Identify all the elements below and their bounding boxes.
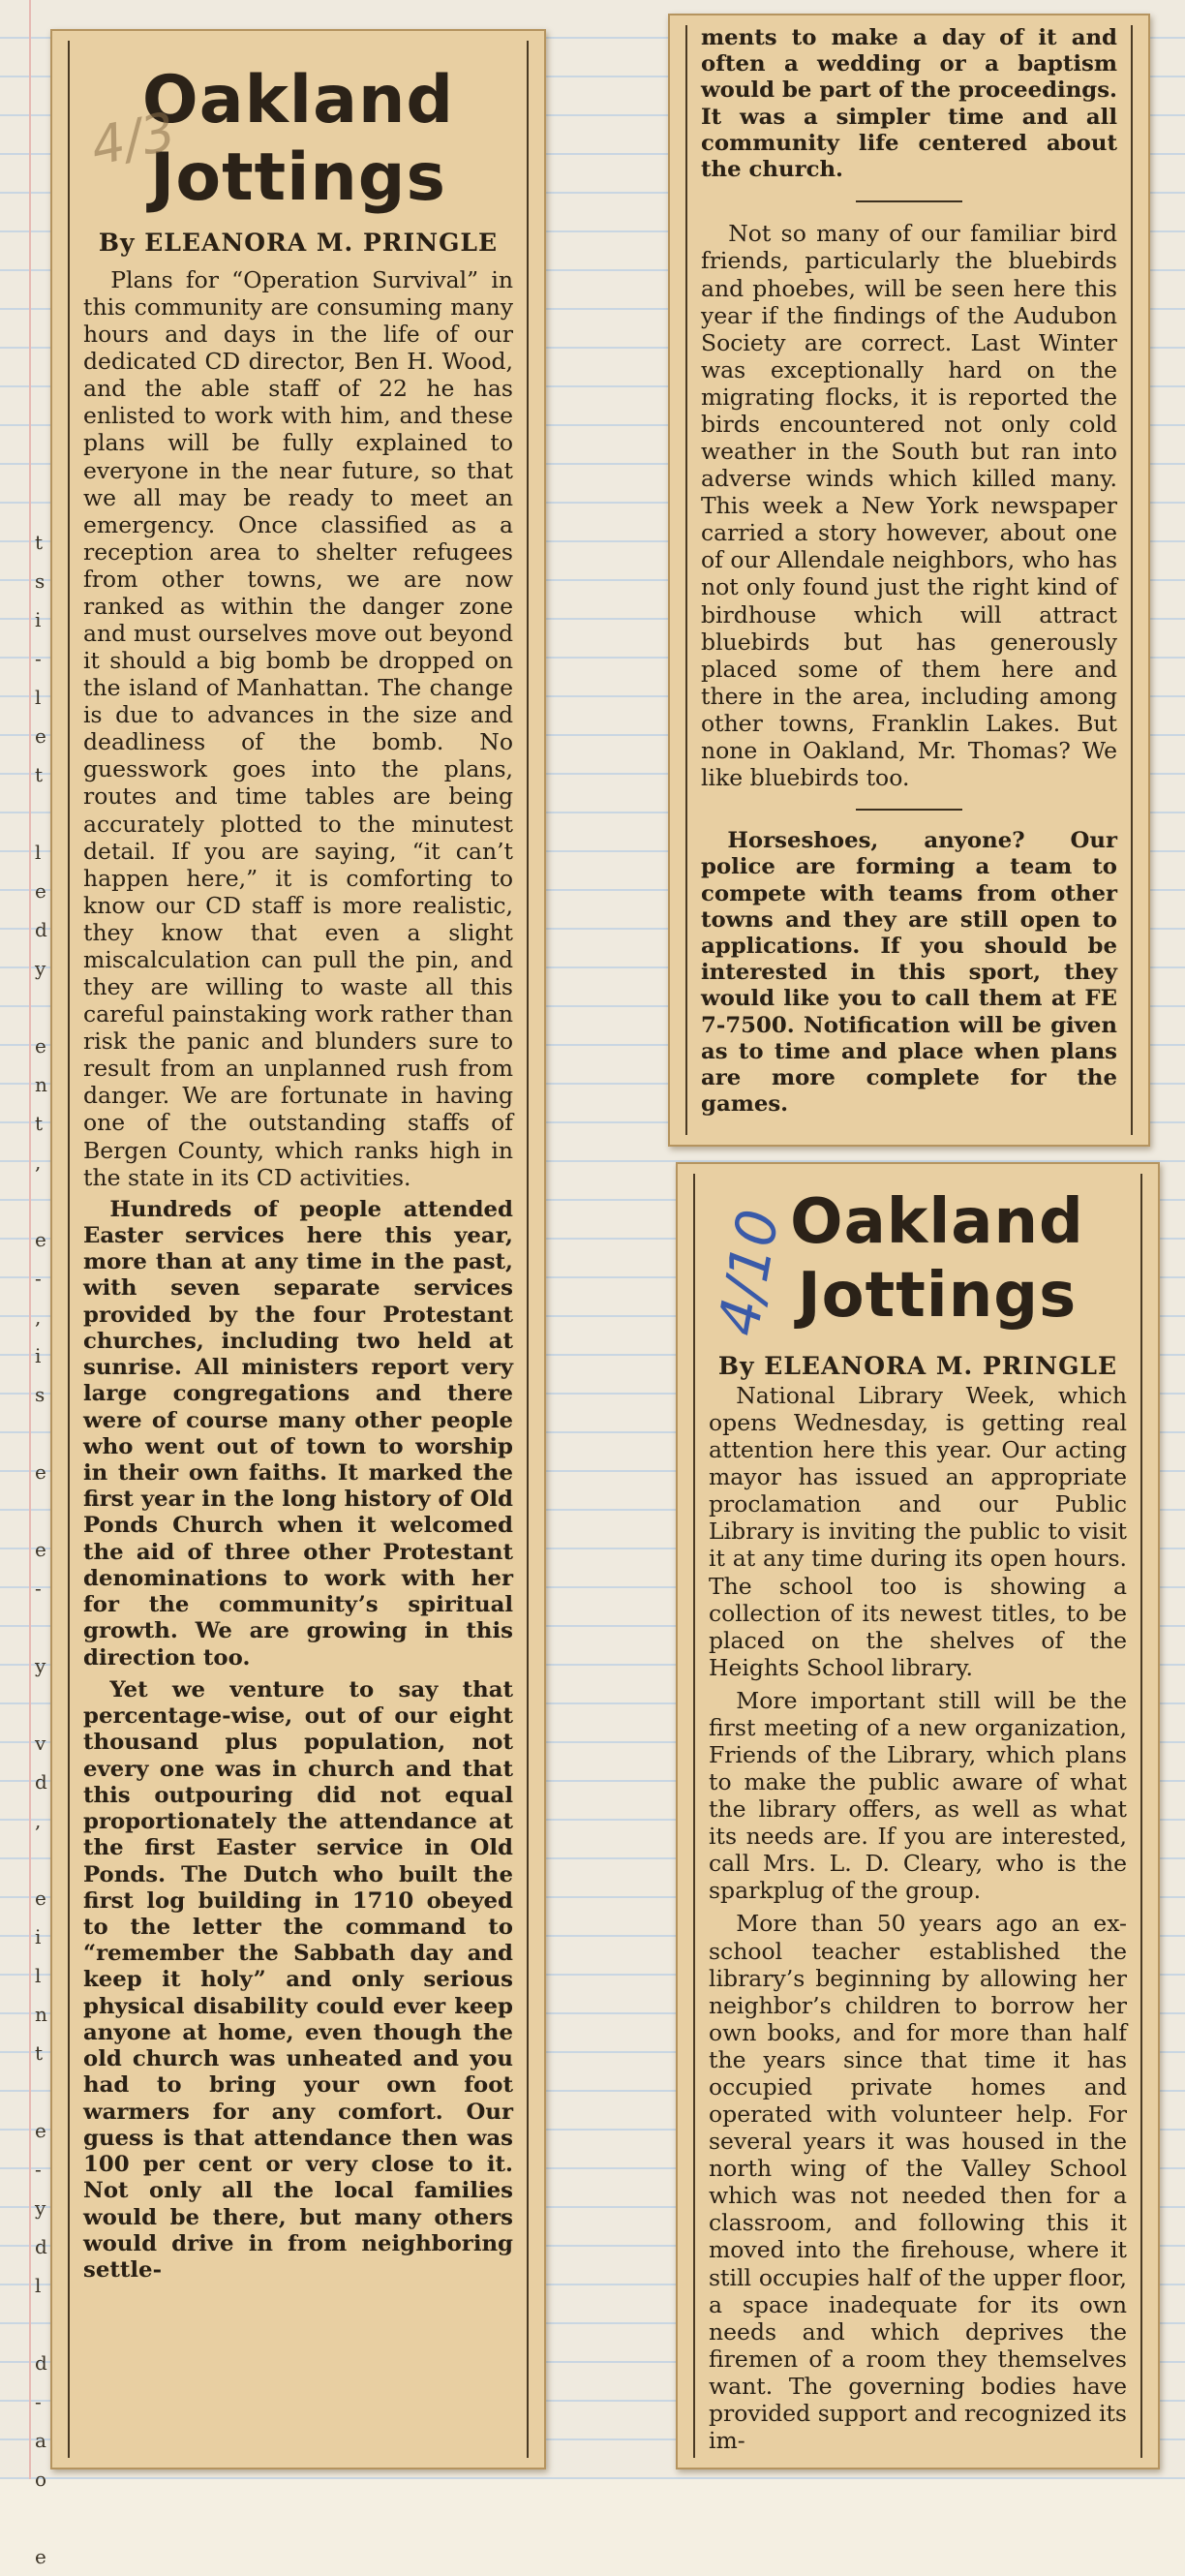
clipping-right-top-column [685, 25, 1133, 1135]
masthead-line-1: Oakland [141, 62, 455, 138]
paragraph-bluebirds: Not so many of our familiar bird friends, particularly the bluebirds and phoebes, will be seen here this year if the findings of the Audubon Society are correct. Last Winter was exceptionally hard on the migrating flocks, it is reported the birds encountered not only cold weather in the South but ran into adverse winds which killed many. This week a New York newspaper carried a story however, about one of our Allendale neighbors, who has not only found just the right kind of birdhouse which will attract bluebirds but has generously placed some of them here and there in the area, including among other towns, Franklin Lakes. But none in Oakland, Mr. Thomas? We like bluebirds too. [701, 220, 1117, 791]
paragraph-continuation: ments to make a day of it and often a wedding or a baptism would be part of the proceedings. It was a simpler time and all community life centered about the church. [701, 25, 1117, 183]
torn-edge-fragments: t s i - l e t l e d y e n t , e - , i s e e - y v d , e i l n t e - y d l d - a o e [35, 531, 47, 2568]
paragraph-library-history: More than 50 years ago an ex-school teacher established the library’s beginning by allowing her neighbor’s children to borrow her own books, and for more than half the years since that time it has occupied private homes and operated with volunteer help. For several years it was housed in the north wing of the Valley School which was not needed then for a classroom, and following this it moved into the firehouse, where it still occupies half of the upper floor, a space inadequate for its own needs and which deprives the firemen of a room they themselves want. The governing bodies have provided support and recognized its im- [709, 1910, 1127, 2454]
paragraph-friends-of-library: More important still will be the first meeting of a new organization, Friends of the Library, which plans to make the public aware of what the library offers, as well as what its needs are. If you are interested, call Mrs. L. D. Cleary, who is the sparkplug of the group. [709, 1686, 1127, 1905]
clipping-right-bottom-column [693, 1174, 1142, 2458]
paragraph-horseshoes: Horseshoes, anyone? Our police are forming a team to compete with teams from other towns and they are still open to applications. If you should be interested in this sport, they would like you to call them at FE 7-7500. Notification will be given as to time and place when plans are more complete for the games. [701, 828, 1117, 1118]
paragraph-library-week: National Library Week, which opens Wednesday, is getting real attention here this year. Our acting mayor has issued an appropriate proclamation and our Public Library is inviting the public to visit it at any time during its open hours. The school too is showing a collection of its newest titles, to be placed on the shelves of the Heights School library. [709, 1382, 1127, 1681]
byline: By ELEANORA M. PRINGLE [98, 229, 499, 257]
paragraph-easter-services: Hundreds of people attended Easter services here this year, more than at any time in the past, with seven separate services provided by the four Protestant churches, including two held at sunrise. All ministers report very large congregations and there were of course many other people who went out of town to worship in their own faiths. It marked the first year in the long history of Old Ponds Church when it welcomed the aid of three other Protestant denominations to work with her for the community’s spiritual growth. We are growing in this direction too. [83, 1196, 513, 1671]
section-divider [856, 809, 962, 811]
clipping-left-column [68, 41, 529, 2458]
paragraph-old-ponds: Yet we venture to say that percentage-wise, out of our eight thousand plus population, not every one was in church and that this outpouring did not equal proportionately the attendance at the first Easter service in Old Ponds. The Dutch who built the first log building in 1710 obeyed to the letter the command to “remember the Sabbath day and keep it holy” and only serious physical disability could ever keep anyone at home, even though the old church was unheated and you had to bring your own foot warmers for any comfort. Our guess is that attendance then was 100 per cent or very close to it. Not only all the local families would be there, but many others would drive in from neighboring settle- [83, 1676, 513, 2284]
clipping-right-bottom [676, 1162, 1160, 2469]
clipping-left [50, 29, 546, 2469]
handwritten-date: 4/10 [705, 1204, 792, 1341]
masthead-line-2: Jottings [150, 139, 446, 216]
masthead-line-2: Jottings [797, 1260, 1078, 1332]
section-divider [856, 200, 962, 202]
paragraph-civil-defense: Plans for “Operation Survival” in this community are consuming many hours and days in the life of our dedicated CD director, Ben H. Wood, and the able staff of 22 he has enlisted to work with him, and these plans will be fully explained to everyone in the near future, so that we all may be ready to meet an emergency. Once classified as a reception area to shelter refugees from other towns, we are now ranked as within the danger zone and must ourselves move out beyond it should a big bomb be dropped on the island of Manhattan. The change is due to advances in the size and deadliness of the bomb. No guesswork goes into the plans, routes and time tables are being accurately plotted to the minutest detail. If you are saying, “it can’t happen here,” it is comforting to know our CD staff is more realistic, they know that even a slight miscalculation can pull the pin, and they are willing to waste all this careful painstaking work rather than risk the panic and blunders sure to result from an unplanned rush from danger. We are fortunate in having one of the outstanding staffs of Bergen County, which ranks high in the state in its CD activities. [83, 266, 513, 1191]
clipping-right-top [668, 14, 1150, 1147]
byline: By ELEANORA M. PRINGLE [717, 1352, 1118, 1380]
masthead-line-1: Oakland [790, 1186, 1084, 1258]
handwritten-date: 4/3 [85, 100, 181, 178]
